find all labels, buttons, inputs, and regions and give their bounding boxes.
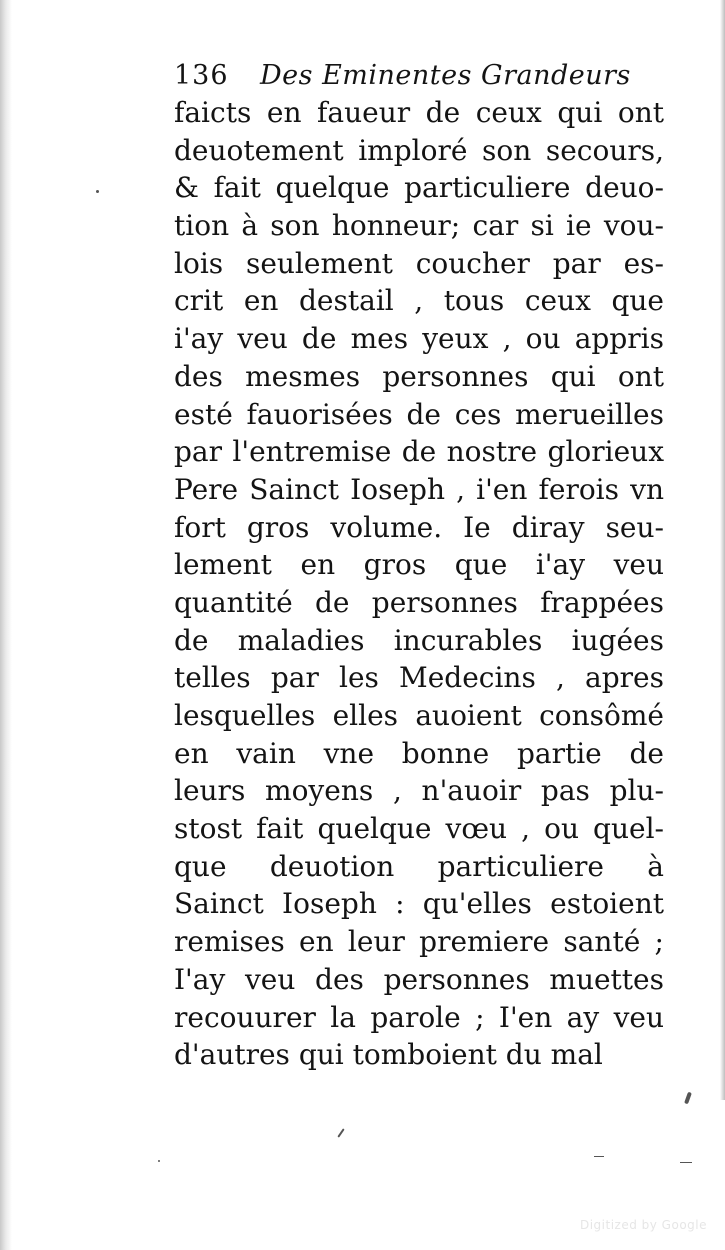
text-line: esté fauorisées de ces merueilles bbox=[174, 397, 664, 431]
body-text bbox=[174, 94, 664, 1074]
page-number: 136 bbox=[174, 60, 229, 91]
text-line: fort gros volume. Ie diray seu- bbox=[174, 510, 664, 544]
text-line: leurs moyens , n'auoir pas plu- bbox=[174, 774, 664, 808]
text-line: deuotement imploré son secours, bbox=[174, 133, 664, 167]
text-block bbox=[174, 58, 664, 1074]
text-line: des mesmes personnes qui ont bbox=[174, 359, 664, 393]
text-line: Pere Sainct Ioseph , i'en ferois vn bbox=[174, 472, 664, 506]
text-line: Sainct Ioseph : qu'elles estoient bbox=[174, 887, 664, 921]
text-line: crit en destail , tous ceux que bbox=[174, 284, 664, 318]
text-line: telles par les Medecins , apres bbox=[174, 661, 664, 695]
text-line: que deuotion particuliere à bbox=[174, 849, 664, 883]
text-line: I'ay veu des personnes muettes bbox=[174, 962, 664, 996]
page-edge-right bbox=[720, 0, 725, 1100]
page-gutter-left bbox=[0, 0, 12, 1250]
text-line: lesquelles elles auoient consômé bbox=[174, 699, 664, 732]
running-title: Des Eminentes Grandeurs bbox=[260, 60, 631, 91]
text-line: de maladies incurables iugées bbox=[174, 623, 664, 657]
text-line: tion à son honneur; car si ie vou- bbox=[174, 209, 664, 243]
watermark: Digitized by Google bbox=[579, 1218, 707, 1232]
text-line: quantité de personnes frappées bbox=[174, 585, 664, 619]
text-line: par l'entremise de nostre glorieux bbox=[174, 435, 664, 469]
text-line: remises en leur premiere santé ; bbox=[174, 925, 664, 959]
text-line: stost fait quelque vœu , ou quel- bbox=[174, 812, 664, 846]
text-line: lois seulement coucher par es- bbox=[174, 246, 664, 280]
text-line: en vain vne bonne partie de bbox=[174, 736, 664, 770]
running-head bbox=[174, 58, 664, 94]
text-line: lement en gros que i'ay veu bbox=[174, 548, 664, 582]
text-line: & fait quelque particuliere deuo- bbox=[174, 171, 664, 205]
text-line: faicts en faueur de ceux qui ont bbox=[174, 96, 664, 129]
text-line: d'autres qui tomboient du mal bbox=[174, 1038, 603, 1072]
text-line: recouurer la parole ; I'en ay veu bbox=[174, 1000, 664, 1034]
text-line: i'ay veu de mes yeux , ou appris bbox=[174, 322, 664, 356]
